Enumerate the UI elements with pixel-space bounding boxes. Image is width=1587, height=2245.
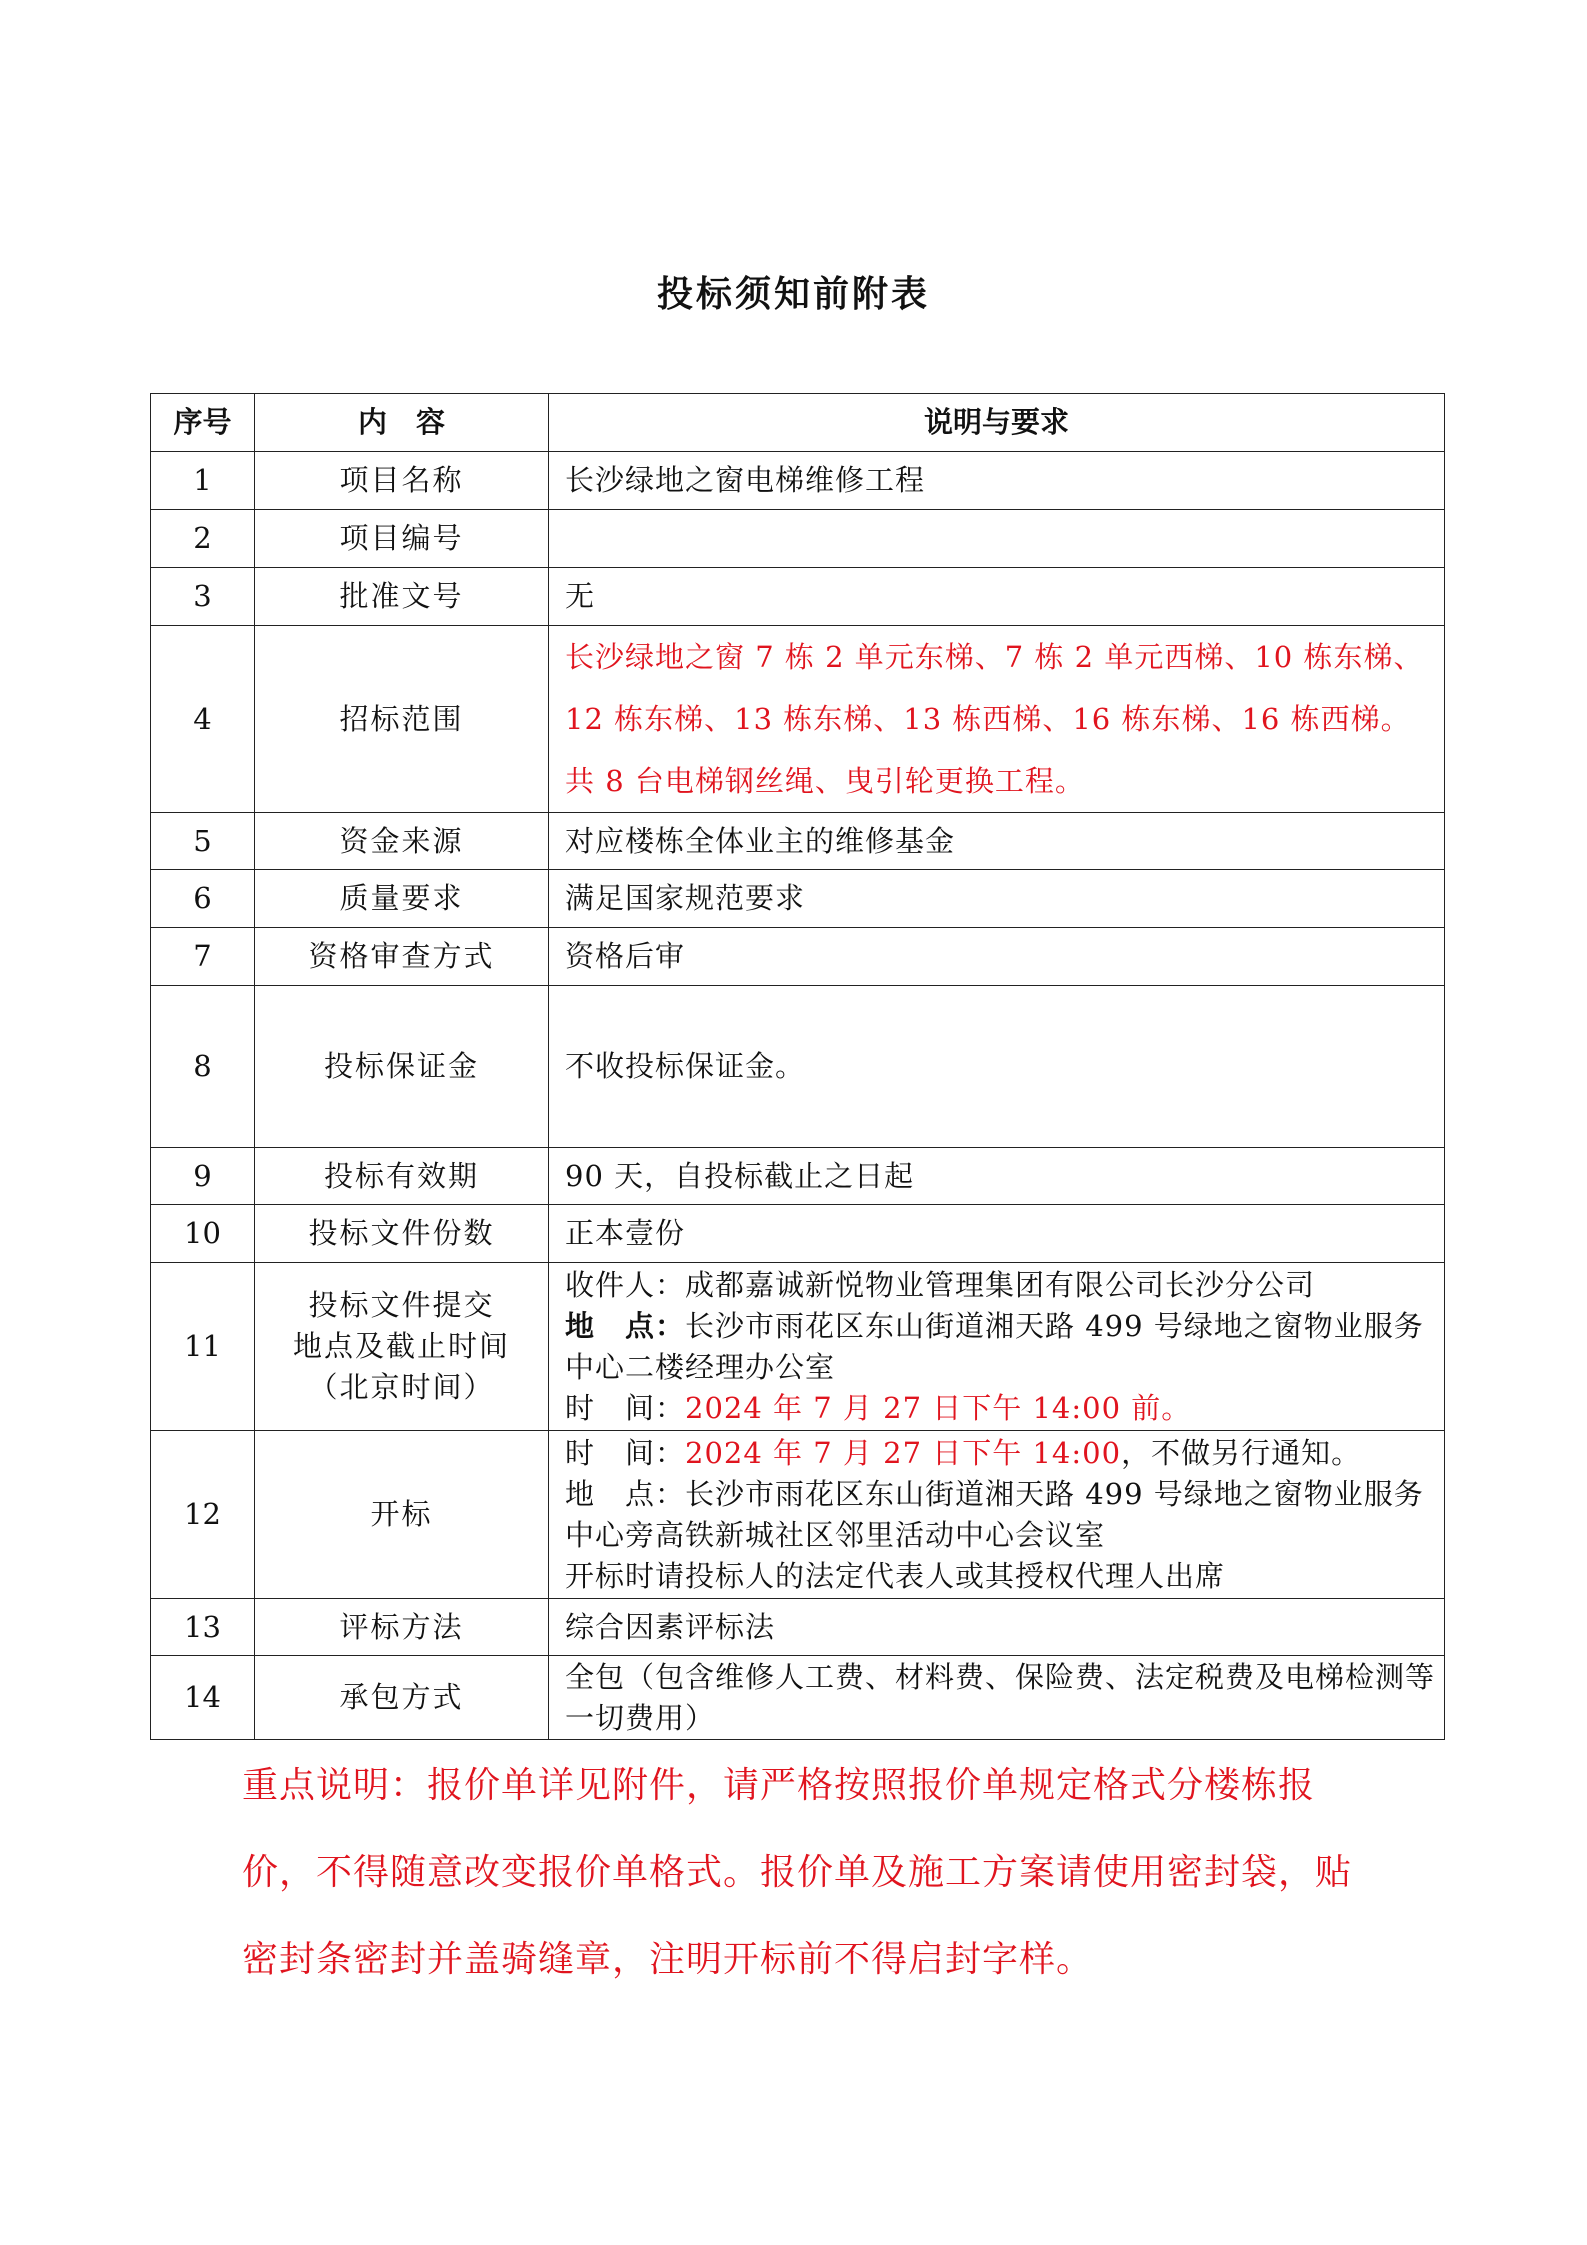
row-desc: 全包（包含维修人工费、材料费、保险费、法定税费及电梯检测等一切费用） <box>549 1656 1445 1740</box>
opening-time-line <box>565 1433 1436 1474</box>
table-row <box>151 928 1445 986</box>
bid-info-table <box>150 393 1445 1740</box>
row-item: 投标有效期 <box>255 1148 549 1205</box>
attendance-line: 开标时请投标人的法定代表人或其授权代理人出席 <box>565 1558 1226 1593</box>
row-no: 14 <box>151 1656 255 1740</box>
row-item: 评标方法 <box>255 1599 549 1656</box>
table-row <box>151 1431 1445 1599</box>
table-header-row <box>151 394 1445 452</box>
row-desc: 不收投标保证金。 <box>549 986 1445 1148</box>
row-item: 投标文件份数 <box>255 1205 549 1263</box>
table-row <box>151 813 1445 870</box>
row-desc: 90 天，自投标截止之日起 <box>549 1148 1445 1205</box>
row-no: 12 <box>151 1431 255 1599</box>
row-desc: 对应楼栋全体业主的维修基金 <box>549 813 1445 870</box>
row-desc: 长沙绿地之窗 7 栋 2 单元东梯、7 栋 2 单元西梯、10 栋东梯、12 栋东梯、13 栋东梯、13 栋西梯、16 栋东梯、16 栋西梯。共 8 台电梯钢丝绳、曳引轮更换工程。 <box>549 626 1445 813</box>
row-no: 10 <box>151 1205 255 1263</box>
location-line <box>565 1474 1436 1556</box>
row-item: 投标保证金 <box>255 986 549 1148</box>
location-value: 长沙市雨花区东山街道湘天路 499 号绿地之窗物业服务中心二楼经理办公室 <box>565 1308 1424 1384</box>
row-desc <box>549 510 1445 568</box>
row-no: 2 <box>151 510 255 568</box>
table-row <box>151 1263 1445 1431</box>
row-item: 开标 <box>255 1431 549 1599</box>
row-no: 11 <box>151 1263 255 1431</box>
row-item: 招标范围 <box>255 626 549 813</box>
header-item: 内 容 <box>255 394 549 452</box>
table-row <box>151 510 1445 568</box>
item-line: （北京时间） <box>308 1370 495 1404</box>
table-row <box>151 870 1445 928</box>
header-no: 序号 <box>151 394 255 452</box>
row-no: 5 <box>151 813 255 870</box>
table-row <box>151 1148 1445 1205</box>
page-title: 投标须知前附表 <box>656 273 930 315</box>
time-label: 时 间： <box>565 1390 686 1425</box>
location-value: 长沙市雨花区东山街道湘天路 499 号绿地之窗物业服务中心旁高铁新城社区邻里活动中心会议室 <box>565 1476 1424 1552</box>
row-desc: 综合因素评标法 <box>549 1599 1445 1656</box>
row-desc: 资格后审 <box>549 928 1445 986</box>
recipient-line: 收件人：成都嘉诚新悦物业管理集团有限公司长沙分公司 <box>565 1267 1316 1302</box>
row-no: 3 <box>151 568 255 626</box>
item-line: 投标文件提交 <box>308 1288 495 1322</box>
row-desc <box>549 1263 1445 1431</box>
row-item: 资格审查方式 <box>255 928 549 986</box>
time-label: 时 间： <box>565 1435 686 1470</box>
table-row <box>151 452 1445 510</box>
row-no: 8 <box>151 986 255 1148</box>
header-desc: 说明与要求 <box>549 394 1445 452</box>
table-row <box>151 1656 1445 1740</box>
row-item: 质量要求 <box>255 870 549 928</box>
table-row <box>151 1205 1445 1263</box>
key-note: 重点说明：报价单详见附件，请严格按照报价单规定格式分楼栋报价，不得随意改变报价单格式。报价单及施工方案请使用密封袋，贴密封条密封并盖骑缝章，注明开标前不得启封字样。 <box>242 1765 1353 1980</box>
row-no: 13 <box>151 1599 255 1656</box>
row-desc: 正本壹份 <box>549 1205 1445 1263</box>
row-no: 9 <box>151 1148 255 1205</box>
row-item: 项目名称 <box>255 452 549 510</box>
row-desc: 满足国家规范要求 <box>549 870 1445 928</box>
table-row <box>151 626 1445 813</box>
location-label: 地 点： <box>565 1476 686 1511</box>
table-row <box>151 1599 1445 1656</box>
row-item <box>255 1263 549 1431</box>
deadline-value: 2024 年 7 月 27 日下午 14:00 前。 <box>685 1390 1192 1425</box>
row-item: 批准文号 <box>255 568 549 626</box>
opening-time-value: 2024 年 7 月 27 日下午 14:00 <box>685 1435 1122 1470</box>
row-no: 7 <box>151 928 255 986</box>
row-item: 项目编号 <box>255 510 549 568</box>
row-desc: 长沙绿地之窗电梯维修工程 <box>549 452 1445 510</box>
opening-time-suffix: ，不做另行通知。 <box>1121 1435 1362 1470</box>
deadline-line <box>565 1388 1436 1429</box>
row-desc: 无 <box>549 568 1445 626</box>
item-line: 地点及截止时间 <box>292 1329 510 1363</box>
location-label: 地 点： <box>565 1308 686 1343</box>
row-desc <box>549 1431 1445 1599</box>
row-no: 6 <box>151 870 255 928</box>
row-no: 1 <box>151 452 255 510</box>
table-row <box>151 568 1445 626</box>
row-item: 承包方式 <box>255 1656 549 1740</box>
table-row <box>151 986 1445 1148</box>
row-item: 资金来源 <box>255 813 549 870</box>
row-no: 4 <box>151 626 255 813</box>
location-line <box>565 1306 1436 1388</box>
